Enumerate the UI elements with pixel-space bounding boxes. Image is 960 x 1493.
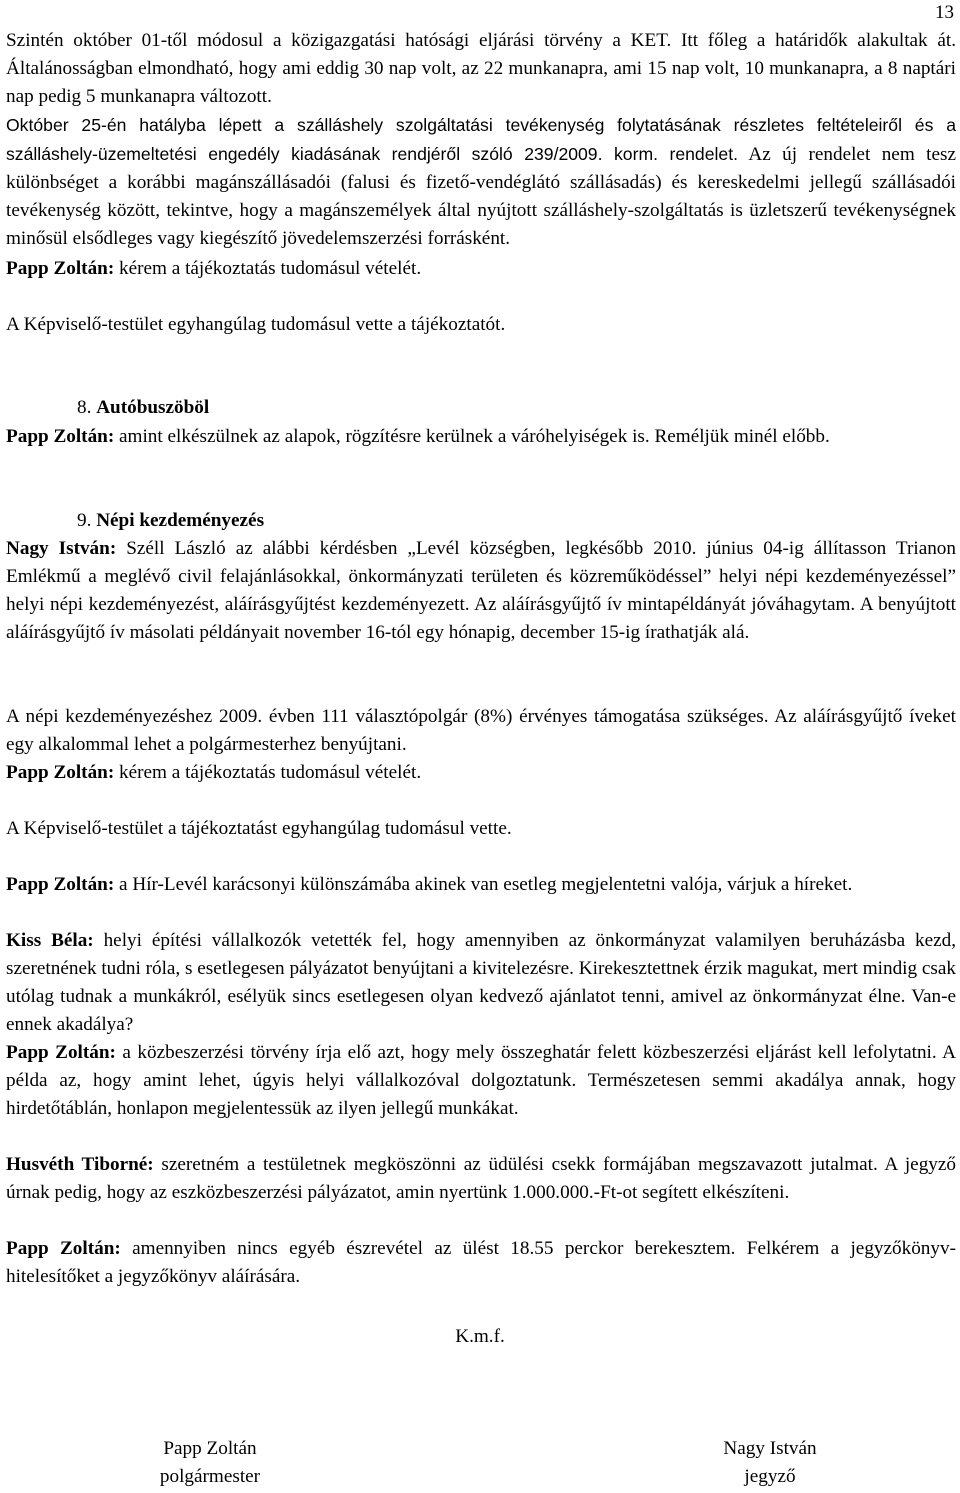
speaker-name: Papp Zoltán: bbox=[6, 1238, 121, 1259]
paragraph-nagy: Nagy István: Széll László az alábbi kérdésben „Levél községben, legkésőbb 2010. június 04-ig állítasson Trianon Emlékmű a meglévő civil felajánlásokkal, önkormányzati területen és közreműködéssel” helyi népi kezdeményezéssel” helyi népi kezdeményezést, aláírásgyűjtést kezdeményezett. Az aláírásgyűjtő ív mintapéldányát jóváhagytam. A benyújtott aláírásgyűjtő ív másolati példányait november 16-tól egy hónapig, december 15-ig írathatják alá. bbox=[6, 538, 956, 643]
paragraph-kiss: Kiss Béla: helyi építési vállalkozók vetették fel, hogy amennyiben az önkormányzat valamilyen beruházásba kezd, szeretnének tudni róla, s esetlegesen pályázatot benyújtani a kivitelezésre. Kirekesztettnek érzik magukat, mert mindig csak utólag tudnak a munkákról, esélyük sincs esetlegesen olyan kedvező ajánlatot tenni, amivel az önkormányzat élne. Van-e ennek akadálya? bbox=[6, 930, 956, 1035]
signature-right-title: jegyző bbox=[744, 1466, 796, 1487]
speaker-name: Nagy István: bbox=[6, 538, 117, 559]
agenda-heading-9: 9. Népi kezdeményezés bbox=[77, 510, 265, 531]
signature-left bbox=[120, 1435, 300, 1491]
paragraph-papp-4: Papp Zoltán: a Hír-Levél karácsonyi különszámába akinek van esetleg megjelentetni valója, várjuk a híreket. bbox=[6, 874, 853, 895]
paragraph-papp-5: Papp Zoltán: a közbeszerzési törvény írja elő azt, hogy mely összeghatár felett közbeszerzési eljárást kell lefolytatni. A példa az, hogy amint lehet, úgyis helyi vállalkozóval dolgoztatunk. Természetesen semmi akadálya annak, hogy hirdetőtáblán, honlapon megjelentessük az ilyen jellegű munkákat. bbox=[6, 1042, 956, 1119]
signature-right bbox=[680, 1435, 860, 1491]
agenda-title: Népi kezdeményezés bbox=[96, 510, 265, 531]
closing-kmf: K.m.f. bbox=[455, 1326, 505, 1347]
agenda-title: Autóbuszöböl bbox=[96, 397, 210, 418]
speaker-name: Kiss Béla: bbox=[6, 930, 94, 951]
paragraph-szallashely bbox=[6, 111, 956, 253]
paragraph-papp-1: Papp Zoltán: kérem a tájékoztatás tudomásul vételét. bbox=[6, 258, 422, 279]
signature-right-name: Nagy István bbox=[723, 1438, 817, 1459]
signature-left-name: Papp Zoltán bbox=[163, 1438, 257, 1459]
paragraph-rendelet-intro: Október 25-én hatályba lépett a szálláshely szolgáltatási tevékenység folytatásának részletes feltételeiről és a szálláshely-üzemeltetési engedély kiadásának rendjéről szóló 239/2009. korm. rendelet. bbox=[6, 115, 956, 164]
paragraph-husveth: Husvéth Tiborné: szeretném a testületnek megköszönni az üdülési csekk formájában megszavazott jutalmat. A jegyző úrnak pedig, hogy az eszközbeszerzési pályázatot, amin nyertünk 1.000.000.-Ft-ot segített elkészíteni. bbox=[6, 1154, 956, 1203]
speaker-name: Husvéth Tiborné: bbox=[6, 1154, 154, 1175]
paragraph-ket: Szintén október 01-től módosul a közigazgatási hatósági eljárási törvény a KET. Itt főleg a határidők alakultak át. Általánosságban elmondható, hogy ami eddig 30 nap volt, az 22 munkanapra, ami 15 nap volt, 10 munkanapra, a 8 naptári nap pedig 5 munkanapra változott. bbox=[6, 30, 956, 107]
page-number: 13 bbox=[935, 2, 954, 23]
paragraph-decision-1: A Képviselő-testület egyhangúlag tudomásul vette a tájékoztatót. bbox=[6, 314, 506, 335]
paragraph-nepi: A népi kezdeményezéshez 2009. évben 111 választópolgár (8%) érvényes támogatása szükséges. Az aláírásgyűjtő íveket egy alkalommal lehet a polgármesterhez benyújtani. bbox=[6, 706, 956, 755]
paragraph-rendelet-body: Az új rendelet nem tesz különbséget a korábbi magánszállásadói (falusi és fizető-vendéglátó szállásadás) és kereskedelmi jellegű szállásadói tevékenység között, tekintve, hogy a magánszemélyek által nyújtott szálláshely-szolgáltatás is üzletszerű tevékenységnek minősül elsődleges vagy kiegészítő jövedelemszerzési forrásként. bbox=[6, 144, 956, 249]
speaker-name: Papp Zoltán: bbox=[6, 426, 115, 447]
paragraph-papp-3: Papp Zoltán: kérem a tájékoztatás tudomásul vételét. bbox=[6, 762, 422, 783]
paragraph-papp-6: Papp Zoltán: amennyiben nincs egyéb észrevétel az ülést 18.55 perckor berekesztem. Felkérem a jegyzőkönyv-hitelesítőket a jegyzőkönyv aláírására. bbox=[6, 1238, 956, 1287]
speaker-name: Papp Zoltán: bbox=[6, 874, 115, 895]
paragraph-decision-2: A Képviselő-testület a tájékoztatást egyhangúlag tudomásul vette. bbox=[6, 818, 512, 839]
speaker-name: Papp Zoltán: bbox=[6, 258, 115, 279]
speaker-name: Papp Zoltán: bbox=[6, 1042, 116, 1063]
signature-left-title: polgármester bbox=[159, 1466, 261, 1487]
speaker-name: Papp Zoltán: bbox=[6, 762, 115, 783]
agenda-heading-8: 8. Autóbuszöböl bbox=[77, 397, 210, 418]
paragraph-papp-2: Papp Zoltán: amint elkészülnek az alapok, rögzítésre kerülnek a váróhelyiségek is. Reméljük minél előbb. bbox=[6, 426, 830, 447]
